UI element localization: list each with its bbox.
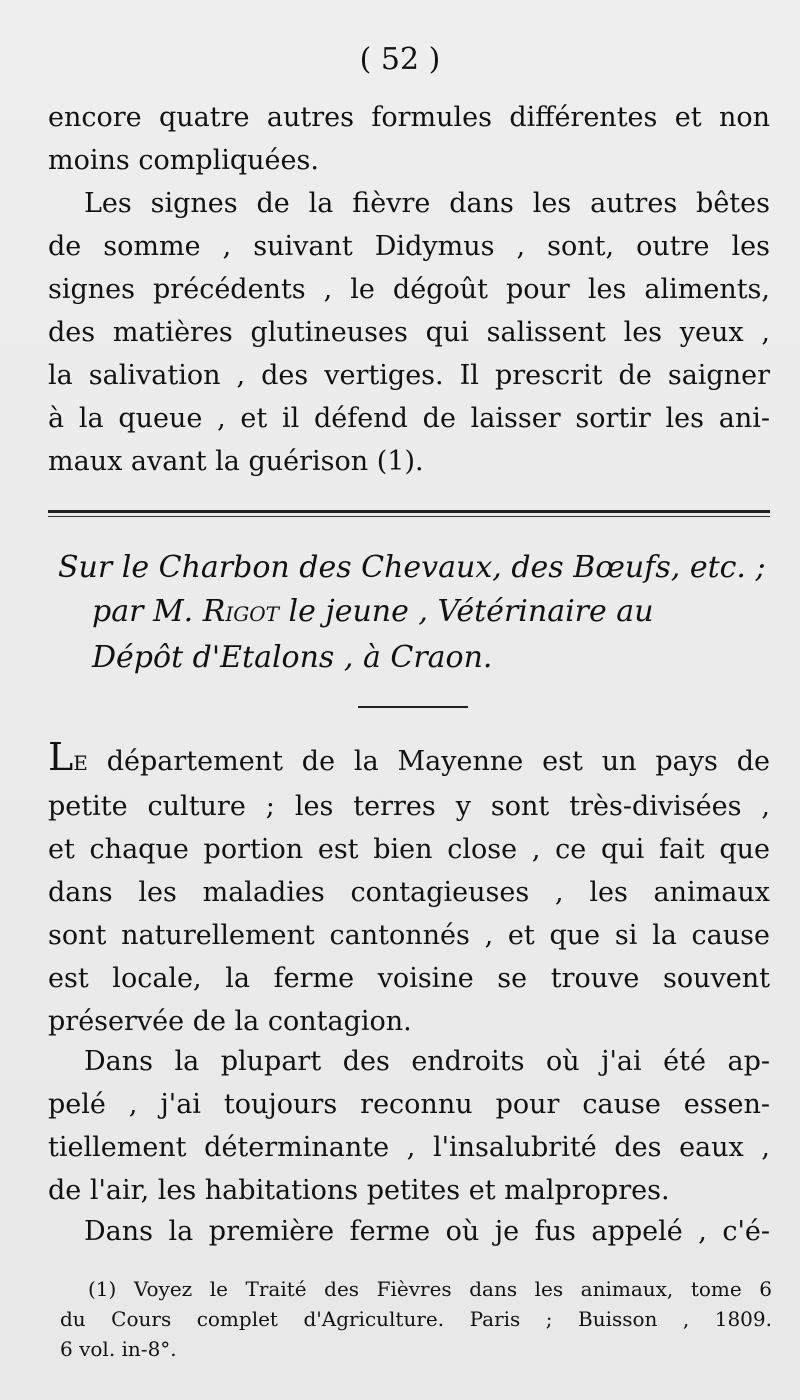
small-cap: E [73, 751, 88, 775]
text-line: pelé , j'ai toujours reconnu pour cause essen- [48, 1089, 770, 1120]
text-line [48, 736, 770, 785]
drop-cap: L [48, 735, 74, 779]
footnote-line: 6 vol. in-8°. [60, 1337, 177, 1361]
text-line: encore quatre autres formules différentes et non [48, 102, 770, 133]
text-line: Dans la première ferme où je fus appelé , c'é- [84, 1216, 770, 1247]
text-line: la salivation , des vertiges. Il prescrit de saigner [48, 360, 770, 391]
author-suffix: le jeune , Vétérinaire au [278, 594, 654, 629]
text-line: des matières glutineuses qui salissent les yeux , [48, 317, 770, 348]
first-line-rest: département de la Mayenne est un pays de [87, 746, 770, 777]
page-number-header: ( 52 ) [359, 42, 441, 77]
text-line: petite culture ; les terres y sont très-divisées , [48, 791, 770, 822]
article-title: Sur le Charbon des Chevaux, des Bœufs, etc. ; [58, 550, 766, 585]
footnote-line: du Cours complet d'Agriculture. Paris ; Buisson , 1809. [60, 1307, 772, 1331]
paragraph-first-farm [48, 1210, 770, 1253]
section-divider [48, 510, 770, 513]
text-line: maux avant la guérison (1). [48, 446, 424, 477]
section-divider-thin [48, 516, 770, 517]
heading-short-rule [358, 706, 468, 708]
article-author-line [58, 590, 774, 636]
article-heading [58, 546, 774, 680]
text-line: dans les maladies contagieuses , les animaux [48, 877, 770, 908]
article-location-line: Dépôt d'Etalons , à Craon. [92, 640, 493, 675]
text-line: tiellement déterminante , l'insalubrité des eaux , [48, 1132, 770, 1163]
text-line: est locale, la ferme voisine se trouve souvent [48, 963, 770, 994]
footnote [60, 1274, 772, 1364]
author-name-rest: IGOT [225, 602, 279, 626]
text-line: sont naturellement cantonnés , et que si la cause [48, 920, 770, 951]
text-line: moins compliquées. [48, 145, 319, 176]
author-prefix: par M. [92, 594, 203, 629]
paragraph-fever-signs [48, 182, 770, 483]
footnote-line: (1) Voyez le Traité des Fièvres dans les animaux, tome 6 [88, 1277, 772, 1301]
author-initial: R [202, 594, 226, 629]
paragraph-mayenne [48, 736, 770, 1043]
text-line: de l'air, les habitations petites et malpropres. [48, 1175, 670, 1206]
text-line: à la queue , et il défend de laisser sortir les ani- [48, 403, 770, 434]
text-line: préservée de la contagion. [48, 1006, 412, 1037]
text-line: de somme , suivant Didymus , sont, outre les [48, 231, 770, 262]
text-line: Dans la plupart des endroits où j'ai été ap- [84, 1046, 770, 1077]
text-line: et chaque portion est bien close , ce qui fait que [48, 834, 770, 865]
paragraph-continuation [48, 96, 770, 182]
text-line: Les signes de la fièvre dans les autres bêtes [84, 188, 770, 219]
text-line: signes précédents , le dégoût pour les aliments, [48, 274, 770, 305]
paragraph-causes [48, 1040, 770, 1212]
